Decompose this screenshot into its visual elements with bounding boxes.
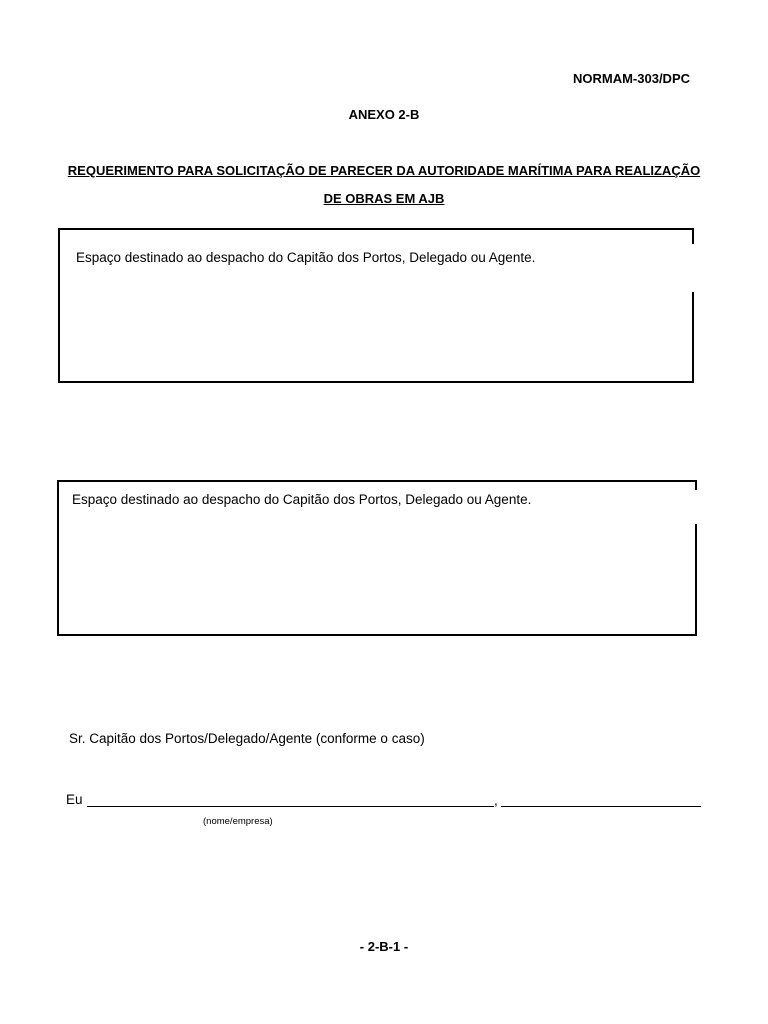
box-border-segment [692,292,694,383]
document-code: NORMAM-303/DPC [572,71,690,86]
dispatch-box-1 [58,228,692,383]
annex-title: ANEXO 2-B [348,107,420,122]
comma-separator: , [494,793,498,808]
document-title-line-2: DE OBRAS EM AJB [323,191,445,206]
dispatch-box-label: Espaço destinado ao despacho do Capitão dos Portos, Delegado ou Agente. [72,492,532,507]
box-border-segment [695,524,697,636]
name-blank-line[interactable] [87,806,494,807]
box-border-segment [692,228,694,244]
dispatch-box-label: Espaço destinado ao despacho do Capitão dos Portos, Delegado ou Agente. [76,250,536,265]
name-caption: (nome/empresa) [203,816,273,827]
dispatch-box-2 [57,480,695,636]
page-number: - 2-B-1 - [359,939,409,954]
document-title [60,157,708,213]
second-blank-line[interactable] [501,806,701,807]
eu-label: Eu [66,792,83,807]
box-border-segment [695,480,697,490]
document-title-line-1: REQUERIMENTO PARA SOLICITAÇÃO DE PARECER DA AUTORIDADE MARÍTIMA PARA REALIZAÇÃO [67,163,701,178]
salutation: Sr. Capitão dos Portos/Delegado/Agente (conforme o caso) [69,731,425,746]
